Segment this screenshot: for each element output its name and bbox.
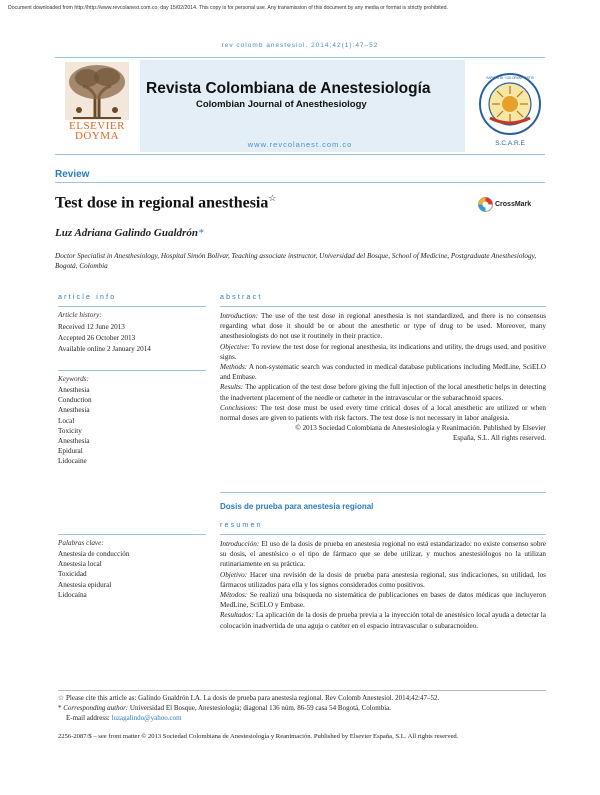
email-link[interactable]: luzagalindo@yahoo.com [111, 714, 182, 722]
footnotes [58, 693, 546, 723]
spanish-title: Dosis de prueba para anestesia regional [220, 502, 374, 511]
email-note: E-mail address: luzagalindo@yahoo.com [66, 714, 182, 722]
abstract-end-rule [220, 492, 546, 493]
journal-subtitle: Colombian Journal of Anesthesiology [196, 99, 367, 110]
section-divider [55, 182, 545, 183]
palabras-clave-list [58, 549, 129, 600]
elsevier-doyma-wordmark [57, 121, 137, 141]
author-affiliation: Doctor Specialist in Anesthesiology, Hospital Simón Bolívar, Teaching associate instructor, Universidad del Bosque, School of Medicine, Postgraduate Anesthesiology, Bogotá, Colombia [55, 252, 537, 270]
journal-title: Revista Colombiana de Anestesiología [146, 80, 431, 97]
keyword-item: Conduction [58, 396, 92, 405]
abstract-results: Results: The application of the test dose before giving the full injection of the local anesthetic helps in detecting the inadvertent placement of the needle or catheter in the intravascular or the subarachnoid spaces. [220, 383, 546, 402]
article-history-label: Article history: [58, 311, 102, 319]
front-matter-line: 2256-2087/$ – see front matter © 2013 Sociedad Colombiana de Anestesiología y Reanimación. Published by Elsevier España, S.L. All rights reserved. [58, 733, 459, 740]
keyword-item: Anestesia local [58, 560, 102, 569]
online-date: Available online 2 January 2014 [58, 345, 151, 353]
received-date: Received 12 June 2013 [58, 323, 125, 331]
resumen-body [220, 539, 546, 631]
accepted-date: Accepted 26 October 2013 [58, 334, 136, 342]
author-name [55, 227, 203, 239]
keyword-item: Lidocaine [58, 457, 87, 466]
abstract-rule [220, 306, 546, 307]
keywords-label: Keywords: [58, 375, 89, 383]
citation-note: ☆ Please cite this article as: Galindo Gualdrón LA. La dosis de prueba para anestesia regional. Rev Colomb Anestesiol. 2014;42:47–52. [58, 694, 440, 702]
corresponding-author-note: * Corresponding author: Universidad El Bosque, Anestesiología; diagonal 136 núm. 86-59 casa 54 Bogotá, Colombia. [58, 704, 391, 712]
abstract-copyright-1: © 2013 Sociedad Colombiana de Anestesiología y Reanimación. Published by Elsevier [295, 424, 546, 433]
seal-motto: SAPIENTIA · DOLORUM · ARTIS [486, 76, 534, 80]
abstract-copyright-2: España, S.L. All rights reserved. [452, 434, 546, 443]
palabras-rule [58, 534, 206, 535]
resumen-resultados: Resultados: La aplicación de la dosis de prueba previa a la inyección total de anestésico local ayuda a detectar la colocación inadvertida de una aguja o catéter en el espacio intravascular o subaracnoideo. [220, 611, 546, 630]
footnote-rule [58, 690, 546, 691]
keyword-item: Anesthesia [58, 437, 90, 446]
abstract-methods: Methods: A non-systematic search was conducted in medical database publications including MedLine, SciELO and Embase. [220, 363, 546, 382]
keywords-list [58, 385, 92, 467]
abstract-body [220, 311, 546, 444]
seal-text: S.C.A.R.E [495, 140, 525, 147]
title-footnote-mark[interactable]: ☆ [268, 193, 277, 203]
resumen-introduccion: Introducción: El uso de la dosis de prueba en anestesia regional no está estandarizado: no existe consenso sobre su dosis, el anestésico o el tipo de fármaco que se debe utilizar, y muchos anestesiólogos no la utilizan rutinariamente en su práctica. [220, 540, 546, 569]
abstract-introduction: Introduction: The use of the test dose in regional anesthesia is not standardized, and there is no consensus regarding what dose it should be or about the anesthetic or type of drug to be used. Moreover, many anesthesiologists do not use it routinely in their practice. [220, 312, 546, 341]
crossmark-badge[interactable] [478, 196, 558, 218]
author-footnote-mark[interactable]: * [197, 227, 204, 239]
elsevier-wordmark: ELSEVIER [69, 120, 125, 132]
keyword-item: Anesthesia [58, 386, 90, 394]
author-name-text: Luz Adriana Galindo Gualdrón [55, 227, 198, 239]
abstract-objective: Objective: To review the test dose for regional anesthesia, its indications and utility, the drugs used, and positive signs. [220, 342, 546, 361]
keyword-item: Anestesia de conducción [58, 550, 130, 558]
keyword-item: Epidural [58, 447, 83, 456]
journal-url[interactable]: www.revcolanest.com.co [247, 140, 353, 149]
doyma-wordmark: DOYMA [74, 130, 120, 142]
keywords-rule [58, 370, 206, 371]
keyword-item: Anestesia epidural [58, 580, 112, 589]
keyword-item: Toxicity [58, 426, 82, 435]
keyword-item: Toxicidad [58, 570, 87, 579]
download-notice: Document downloaded from http://http://www.revcolanest.com.co, day 15/02/2014. This copy is for personal use. Any transmission of this document by any media or format is strictly prohibited. [8, 5, 448, 11]
palabras-clave-label: Palabras clave: [58, 539, 104, 547]
article-title-text: Test dose in regional anesthesia [55, 194, 269, 212]
article-info-rule [58, 306, 206, 307]
journal-reference: rev colomb anestesiol. 2014;42(1):47–52 [221, 42, 379, 49]
article-info-heading: article info [58, 294, 117, 301]
resumen-metodos: Métodos: Se realizó una búsqueda no sistemática de publicaciones en bases de datos médicas que incluyeron MedLine, SciELO y Embase. [220, 591, 546, 610]
scare-seal-icon [478, 64, 542, 150]
keyword-item: Anesthesia [58, 406, 90, 415]
article-title [55, 193, 276, 212]
elsevier-tree-icon [65, 62, 129, 120]
elsevier-logo [57, 62, 137, 150]
abstract-conclusions: Conclusions: The test dose must be used every time critical doses of a local anesthetic are utilized or when normal doses are given to patients with risk factors. The test dose is not necessary in labor analgesia. [220, 403, 546, 423]
abstract-heading: abstract [220, 294, 263, 301]
resumen-rule [220, 534, 546, 535]
keyword-item: Local [58, 416, 75, 425]
resumen-objetivo: Objetivo: Hacer una revisión de la dosis de prueba para anestesia regional, sus indicaciones, su utilidad, los fármacos utilizados para ella y los signos considerados como positivos. [220, 570, 546, 589]
crossmark-icon [478, 196, 493, 213]
section-label: Review [55, 169, 90, 180]
keyword-item: Lidocaína [58, 590, 87, 599]
resumen-heading: resumen [220, 522, 263, 529]
crossmark-label: CrossMark [495, 201, 532, 208]
